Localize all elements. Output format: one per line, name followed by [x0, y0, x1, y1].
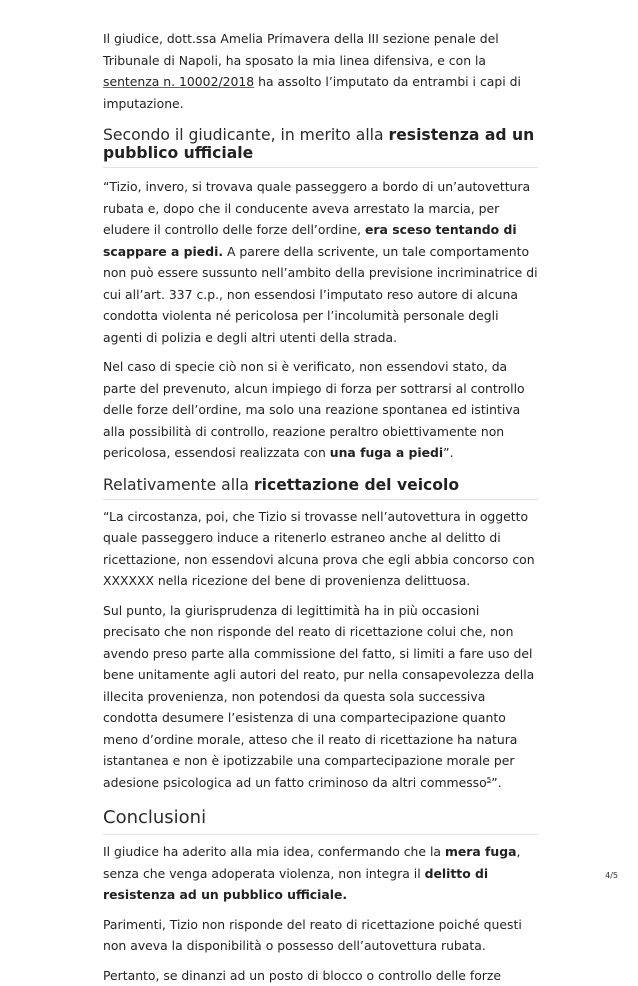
- conclusions-p1-bold2: delitto di resistenza ad un pubblico ufficiale.: [103, 866, 488, 903]
- conclusions-p1-bold1: mera fuga: [445, 844, 517, 859]
- intro-text-end: ha assolto l’imputato da entrambi i capi di imputazione.: [103, 74, 521, 111]
- resistance-p2-bold: una fuga a piedi: [330, 445, 443, 460]
- sentence-link[interactable]: sentenza n. 10002/2018: [103, 74, 254, 89]
- heading-resistance-bold: resistenza ad un pubblico ufficiale: [103, 126, 534, 162]
- heading-receiving: [103, 476, 538, 494]
- resistance-p1-text-end: A parere della scrivente, un tale comportamento non può essere sussunto nell’ambito della previsione incriminatrice di cui all’art. 337 c.p., non essendosi l’imputato reso autore di alcuna condotta violenta né pericolosa per l’incolumità personale degli agenti di polizia e degli altri utenti della strada.: [103, 244, 538, 345]
- resistance-p1-text: “Tizio, invero, si trovava quale passeggero a bordo di un’autovettura rubata e, dopo che il conducente aveva arrestato la marcia, per eludere il controllo delle forze dell’ordine,: [103, 179, 530, 237]
- receiving-p2-text: Sul punto, la giurisprudenza di legittimità ha in più occasioni precisato che non risponde del reato di ricettazione colui che, non avendo preso parte alla commissione del fatto, si limiti a fare uso del bene unitamente agli autori del reato, pur nella consapevolezza della illecita provenienza, non potendosi da questa sola successiva condotta desumere l’esistenza di una compartecipazione quanto meno d’ordine morale, atteso che il reato di ricettazione ha natura istantanea e non è ipotizzabile una compartecipazione morale per adesione psicologica ad un fatto criminoso da altri commesso: [103, 603, 534, 790]
- intro-paragraph: [103, 28, 538, 114]
- heading-rule: [103, 499, 538, 500]
- heading-rule: [103, 834, 538, 835]
- heading-conclusions: Conclusioni: [103, 807, 538, 829]
- resistance-p2-text: Nel caso di specie ciò non si è verificato, non essendovi stato, da parte del prevenuto, alcun impiego di forza per sottrarsi al controllo delle forze dell’ordine, ma solo una reazione spontanea ed istintiva alla possibilità di controllo, reazione peraltro obiettivamente non pericolosa, essendosi realizzata con: [103, 359, 525, 460]
- resistance-p2-text-end: ”.: [443, 445, 453, 460]
- receiving-p2-text-end: ”.: [491, 775, 501, 790]
- heading-resistance: [103, 126, 538, 162]
- heading-receiving-pre: Relativamente alla: [103, 476, 254, 494]
- page-number: 4/5: [605, 871, 618, 880]
- heading-receiving-bold: ricettazione del veicolo: [254, 476, 459, 494]
- document-body: [103, 0, 538, 986]
- conclusions-p1-text: Il giudice ha aderito alla mia idea, confermando che la: [103, 844, 445, 859]
- resistance-p1-bold: era sceso tentando di scappare a piedi.: [103, 222, 517, 259]
- heading-rule: [103, 167, 538, 168]
- receiving-paragraph-2: [103, 600, 538, 794]
- resistance-paragraph-1: [103, 176, 538, 348]
- heading-resistance-pre: Secondo il giudicante, in merito alla: [103, 126, 389, 144]
- resistance-paragraph-2: [103, 356, 538, 464]
- conclusions-paragraph-1: [103, 841, 538, 906]
- footnote-link[interactable]: 5: [487, 775, 491, 783]
- conclusions-paragraph-2: Parimenti, Tizio non risponde del reato di ricettazione poiché questi non aveva la disponibilità o possesso dell’autovettura rubata.: [103, 914, 538, 957]
- conclusions-paragraph-3: Pertanto, se dinanzi ad un posto di blocco o controllo delle forze: [103, 965, 538, 986]
- intro-text: Il giudice, dott.ssa Amelia Primavera della III sezione penale del Tribunale di Napoli, ha sposato la mia linea difensiva, e con la: [103, 31, 499, 68]
- receiving-paragraph-1: “La circostanza, poi, che Tizio si trovasse nell’autovettura in oggetto quale passeggero induce a ritenerlo estraneo anche al delitto di ricettazione, non essendovi alcuna prova che egli abbia concorso con XXXXXX nella ricezione del bene di provenienza delittuosa.: [103, 506, 538, 592]
- conclusions-p1-text-mid: , senza che venga adoperata violenza, non integra il: [103, 844, 520, 881]
